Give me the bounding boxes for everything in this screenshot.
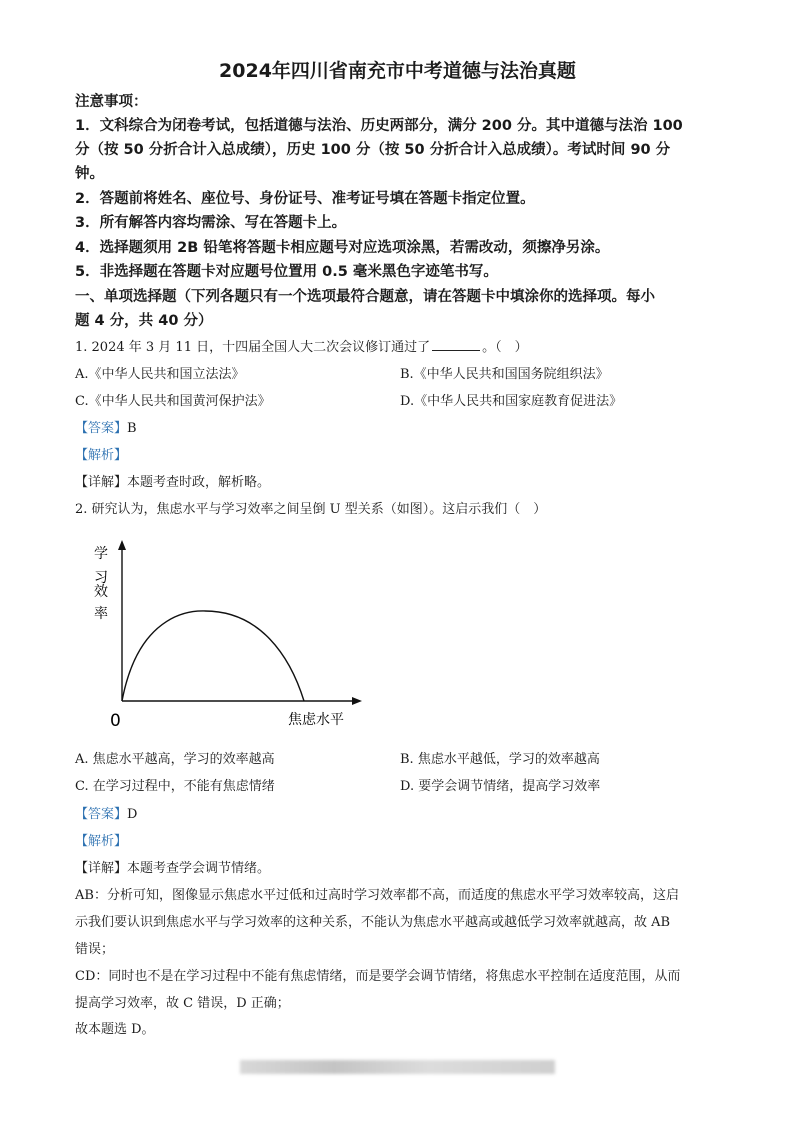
notice-line: 3．所有解答内容均需涂、写在答题卡上。	[75, 215, 347, 231]
q1-option-c: C.《中华人民共和国黄河保护法》	[75, 394, 271, 409]
q1-analysis-tag: 【解析】	[75, 448, 128, 463]
fill-blank	[432, 338, 480, 351]
q2-explanation-line: 错误；	[75, 942, 115, 957]
section-heading-cont: 题 4 分，共 40 分）	[75, 313, 213, 329]
q2-analysis-tag: 【解析】	[75, 834, 128, 849]
q2-explanation-line: 示我们要认识到焦虑水平与学习效率的这种关系，不能认为焦虑水平越高或越低学习效率就越高，故 AB	[75, 915, 671, 930]
notice-line: 5．非选择题在答题卡对应题号位置用 0.5 毫米黑色字迹笔书写。	[75, 264, 498, 280]
x-axis-label: 焦虑水平	[288, 712, 344, 728]
y-axis-arrow	[118, 540, 126, 550]
notice-line: 分（按 50 分折合计入总成绩），历史 100 分（按 50 分折合计入总成绩）。考试时间 90 分	[75, 142, 671, 158]
y-label-char: 率	[94, 606, 108, 622]
q2-option-a: A. 焦虑水平越高，学习的效率越高	[75, 752, 275, 767]
page-title: 2024年四川省南充市中考道德与法治真题	[219, 60, 576, 82]
y-label-char: 学	[94, 546, 108, 562]
q1-option-b: B.《中华人民共和国国务院组织法》	[400, 367, 609, 382]
q2-answer	[75, 803, 725, 822]
y-label-char: 习	[94, 570, 108, 586]
question-1-stem	[75, 336, 725, 355]
q2-option-d: D. 要学会调节情绪，提高学习效率	[400, 779, 601, 794]
notice-line: 1．文科综合为闭卷考试，包括道德与法治、历史两部分，满分 200 分。其中道德与法治 100	[75, 118, 683, 134]
y-label-char: 效	[94, 584, 108, 600]
detail-text: 本题考查学会调节情绪。	[127, 861, 271, 876]
answer-tag: 【答案】	[75, 421, 128, 436]
detail-tag: 【详解】	[75, 475, 128, 490]
notice-line: 钟。	[75, 166, 104, 182]
answer-value: D	[127, 807, 138, 822]
notice-line: 2．答题前将姓名、座位号、身份证号、准考证号填在答题卡指定位置。	[75, 191, 535, 207]
q2-explanation-line: AB：分析可知，图像显示焦虑水平过低和过高时学习效率都不高，而适度的焦虑水平学习效率较高，这启	[75, 888, 679, 903]
notice-heading: 注意事项：	[75, 94, 148, 110]
answer-value: B	[127, 421, 137, 436]
detail-tag: 【详解】	[75, 861, 128, 876]
question-1-stem-end: 。（ ）	[482, 340, 528, 355]
blurred-watermark	[240, 1060, 555, 1074]
efficiency-curve	[122, 611, 304, 701]
q2-explanation-line-cut: 故本题选 D。	[75, 1022, 155, 1037]
q1-option-d: D.《中华人民共和国家庭教育促进法》	[400, 394, 623, 409]
q1-detail	[75, 471, 725, 490]
q2-explanation-line: 提高学习效率，故 C 错误，D 正确；	[75, 996, 290, 1011]
question-1-stem-text: 1. 2024 年 3 月 11 日，十四届全国人大二次会议修订通过了	[75, 340, 431, 355]
q2-option-b: B. 焦虑水平越低，学习的效率越高	[400, 752, 600, 767]
inverted-u-chart	[80, 536, 370, 736]
question-2-stem: 2. 研究认为，焦虑水平与学习效率之间呈倒 U 型关系（如图）。这启示我们（ ）	[75, 502, 547, 517]
x-axis-arrow	[352, 697, 362, 705]
detail-text: 本题考查时政，解析略。	[127, 475, 271, 490]
q1-option-a: A.《中华人民共和国立法法》	[75, 367, 245, 382]
q1-answer	[75, 417, 725, 436]
answer-tag: 【答案】	[75, 807, 128, 822]
q2-option-c: C. 在学习过程中，不能有焦虑情绪	[75, 779, 275, 794]
section-heading: 一、单项选择题（下列各题只有一个选项最符合题意，请在答题卡中填涂你的选择项。每小	[75, 289, 655, 305]
origin-label: 0	[110, 711, 121, 731]
q2-detail	[75, 857, 725, 876]
q2-explanation-line: CD：同时也不是在学习过程中不能有焦虑情绪，而是要学会调节情绪，将焦虑水平控制在适度范围，从而	[75, 969, 681, 984]
notice-line: 4．选择题须用 2B 铅笔将答题卡相应题号对应选项涂黑，若需改动，须擦净另涂。	[75, 240, 610, 256]
